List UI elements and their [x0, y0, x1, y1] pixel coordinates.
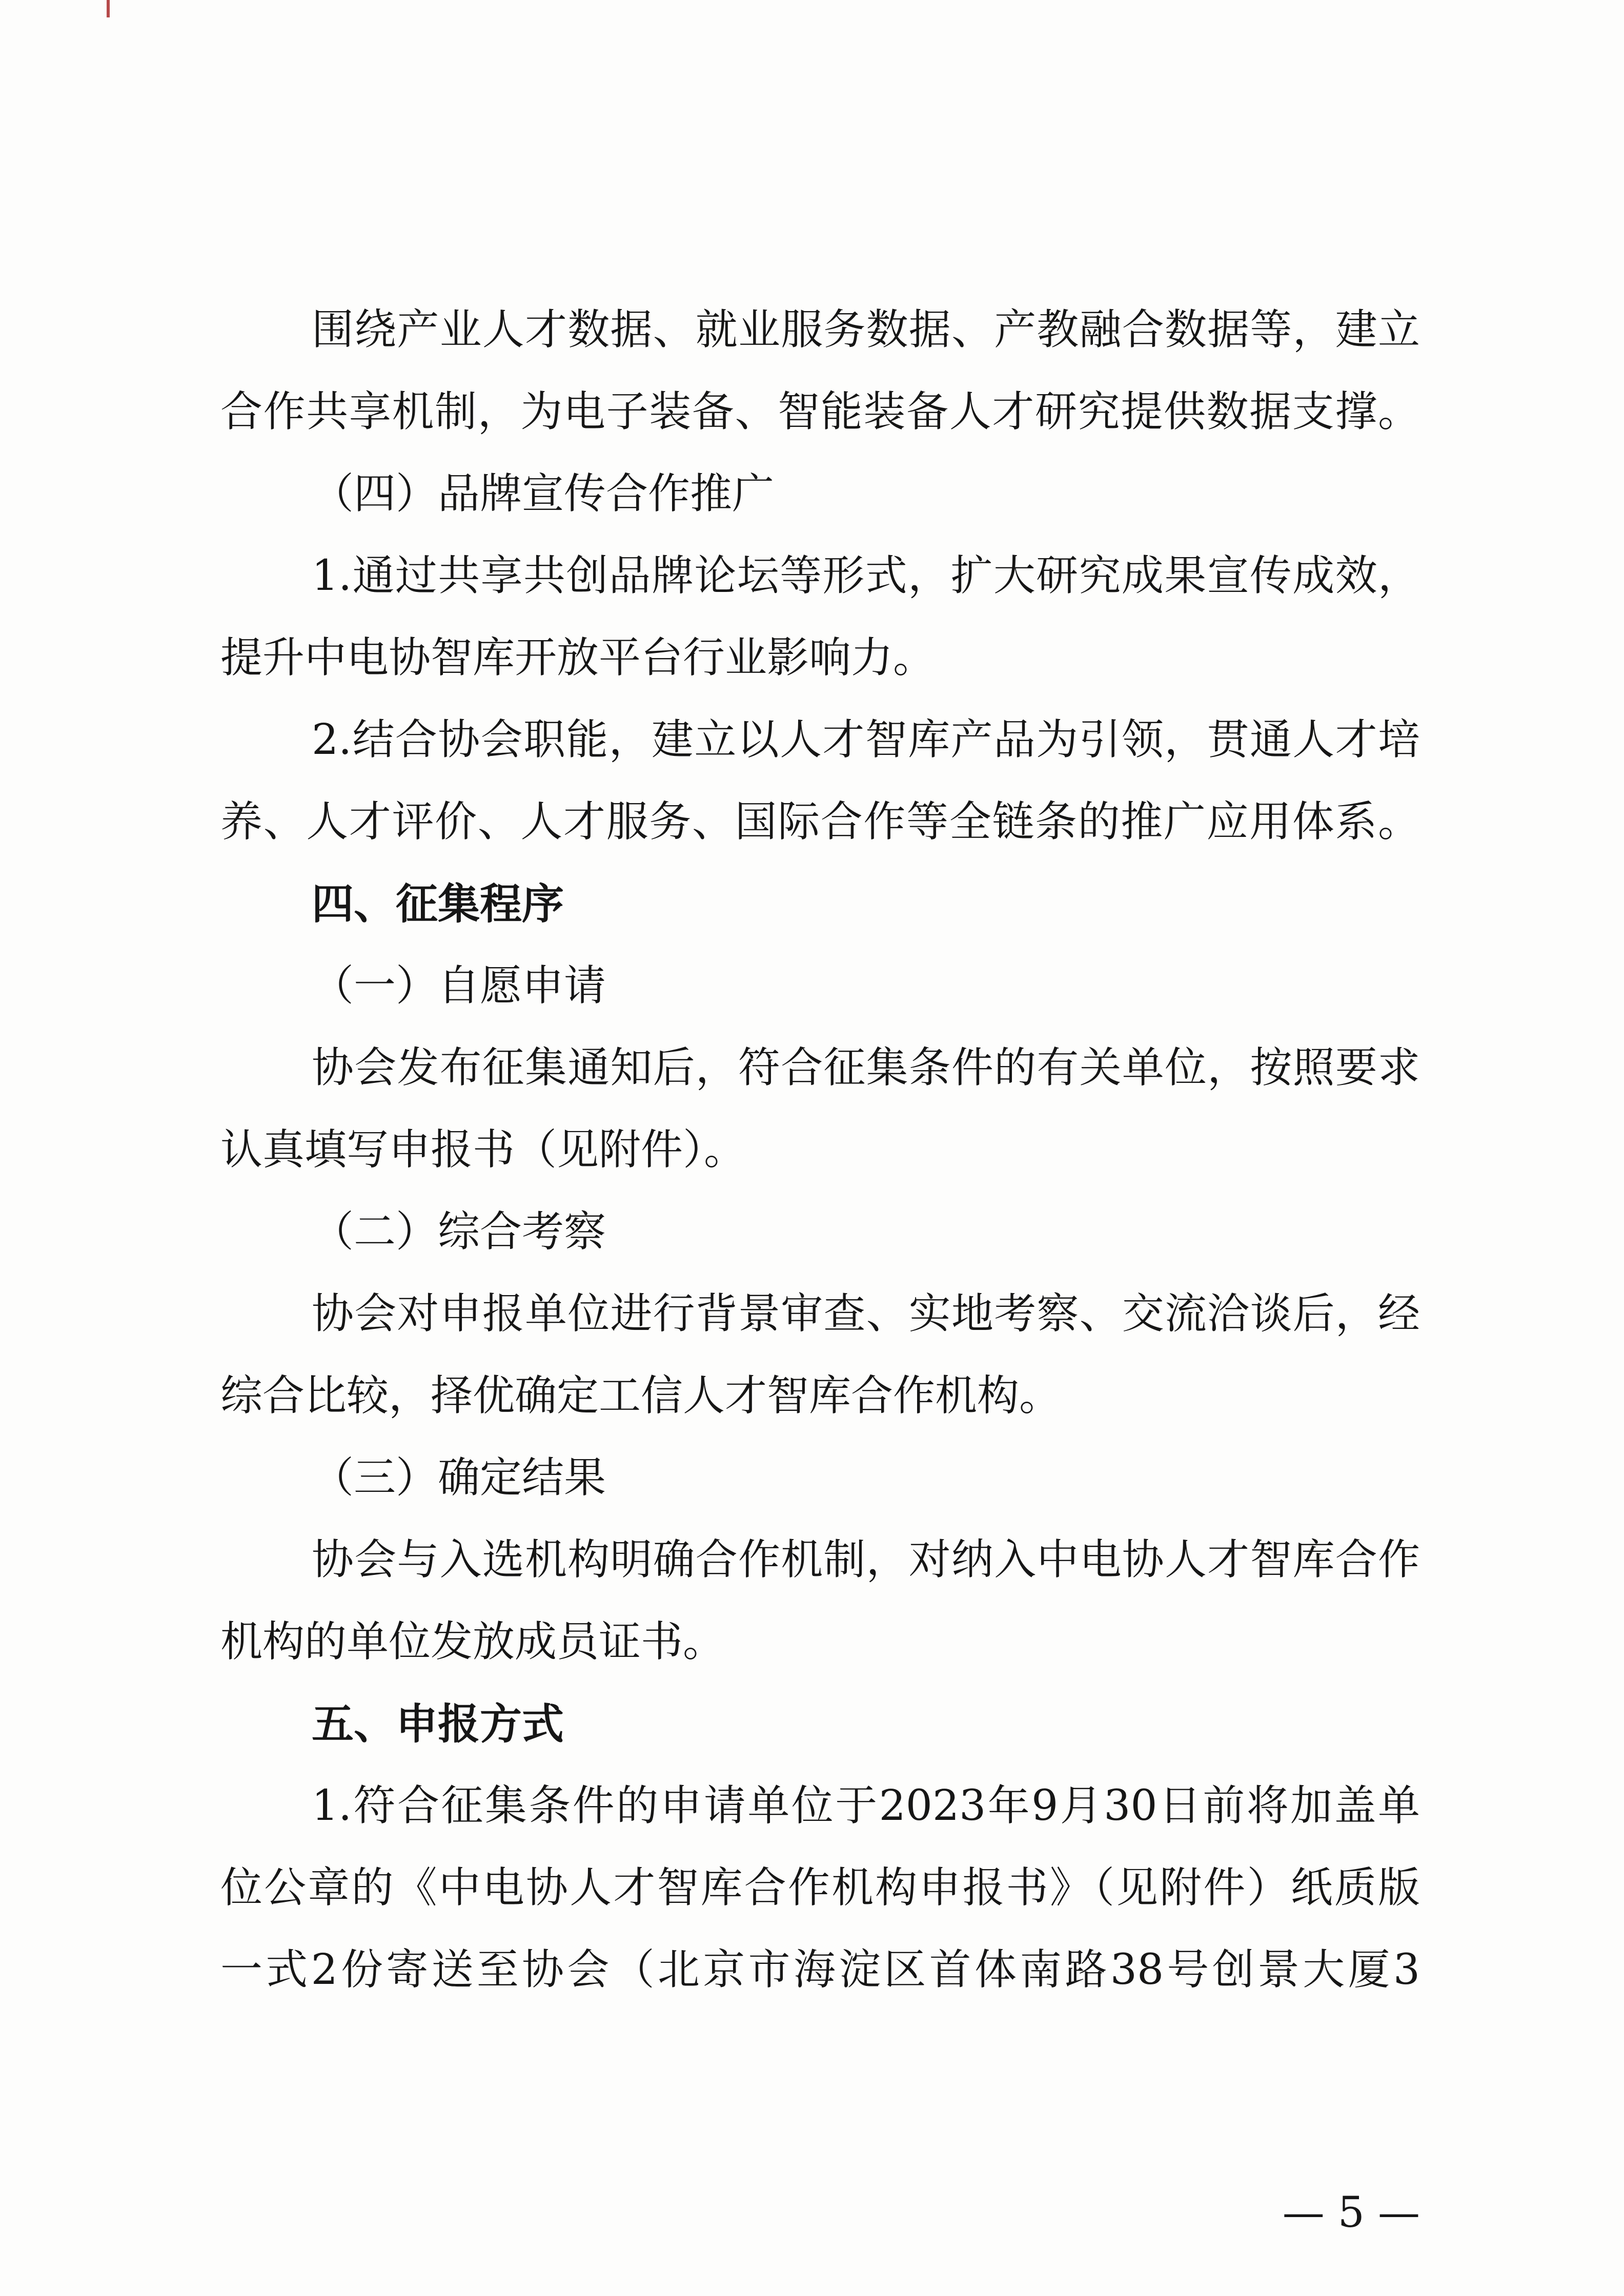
subsection-heading-voluntary-application: （一）自愿申请: [312, 961, 606, 1010]
text-line-5: 提升中电协智库开放平台行业影响力。: [220, 633, 936, 682]
text-line-17: 机构的单位发放成员证书。: [220, 1617, 725, 1666]
text-line-13: 协会对申报单位进行背景审查、实地考察、交流洽谈后，经: [312, 1289, 1420, 1338]
text-line-19: 1.符合征集条件的申请单位于2023年9月30日前将加盖单: [312, 1781, 1420, 1830]
subsection-heading-comprehensive-review: （二）综合考察: [312, 1207, 606, 1256]
text-line-2: 合作共享机制，为电子装备、智能装备人才研究提供数据支撑。: [220, 387, 1420, 436]
text-line-4: 1.通过共享共创品牌论坛等形式，扩大研究成果宣传成效，: [312, 551, 1420, 600]
page-number: — 5 —: [1282, 2188, 1420, 2237]
text-line-14: 综合比较，择优确定工信人才智库合作机构。: [220, 1371, 1062, 1420]
text-line-16: 协会与入选机构明确合作机制，对纳入中电协人才智库合作: [312, 1535, 1420, 1584]
text-line-7: 养、人才评价、人才服务、国际合作等全链条的推广应用体系。: [220, 797, 1420, 846]
top-edge-mark: [107, 0, 110, 17]
section-title-collection-procedure: 四、征集程序: [312, 879, 564, 929]
subsection-heading-result-confirmation: （三）确定结果: [312, 1453, 606, 1502]
text-line-20: 位公章的《中电协人才智库合作机构申报书》（见附件）纸质版: [220, 1863, 1420, 1912]
section-title-application-method: 五、申报方式: [312, 1699, 564, 1749]
text-line-11: 认真填写申报书（见附件）。: [220, 1125, 746, 1174]
text-line-6: 2.结合协会职能，建立以人才智库产品为引领，贯通人才培: [312, 715, 1420, 764]
text-line-10: 协会发布征集通知后，符合征集条件的有关单位，按照要求: [312, 1043, 1420, 1092]
text-line-21: 一式2份寄送至协会（北京市海淀区首体南路38号创景大厦3: [220, 1945, 1420, 1994]
text-line-1: 围绕产业人才数据、就业服务数据、产教融合数据等，建立: [312, 305, 1420, 354]
section-heading-4: （四）品牌宣传合作推广: [312, 469, 775, 518]
